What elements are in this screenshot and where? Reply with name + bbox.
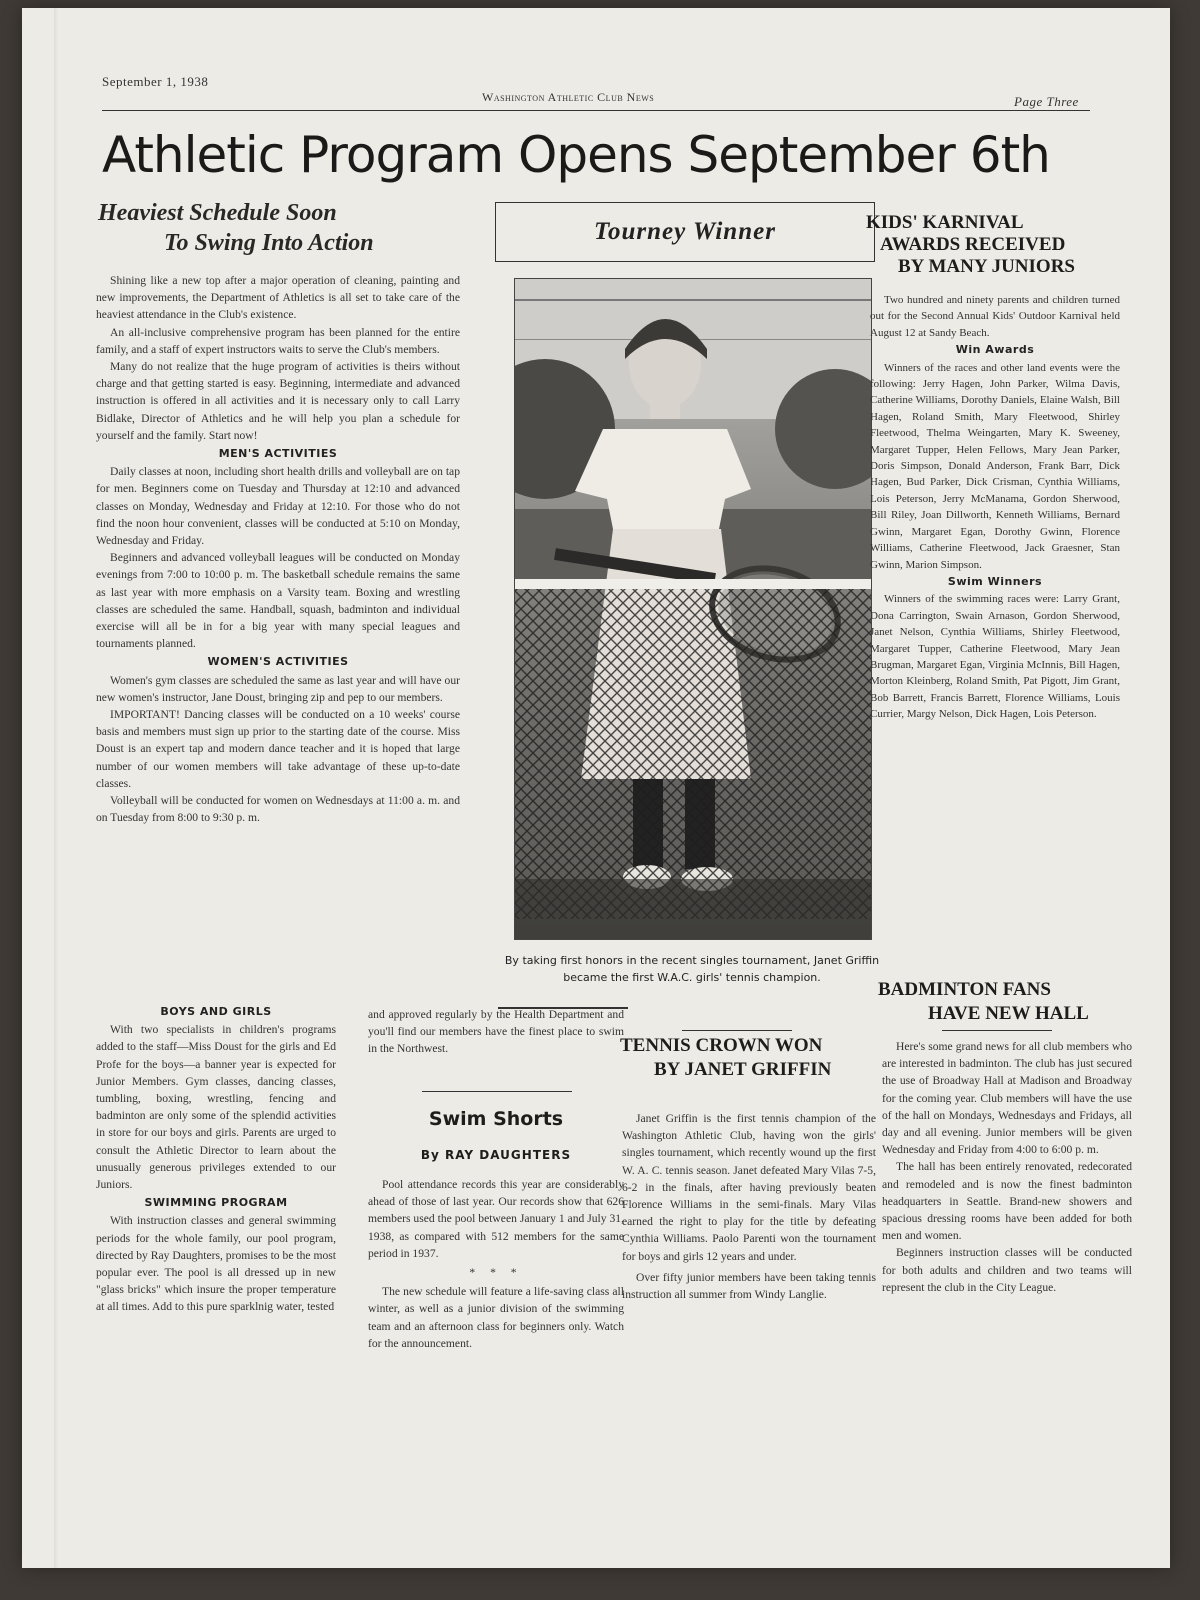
- karnival-headline-line1: KIDS' KARNIVAL: [866, 212, 1024, 233]
- tennis-top-rule: [682, 1030, 792, 1031]
- left-lower-column: [96, 1002, 336, 1316]
- swim-shorts-top-rule: [422, 1091, 572, 1092]
- left-subhead-line2: To Swing Into Action: [164, 230, 374, 256]
- pool-continuation: [368, 1006, 624, 1058]
- swim-shorts-body: [368, 1176, 624, 1352]
- pool-continuation-para: and approved regularly by the Health Department and you'll find our members have the finest place to swim in the Northwest.: [368, 1008, 624, 1056]
- mens-para-2: Beginners and advanced volleyball leagues will be conducted on Monday evenings from 7:00 to 10:00 p. m. The basketball schedule remains the same as last year with more emphasis on a Varsity team. Boxing and wrestling classes are scheduled the same. Handball, squash, badminton and individual exercise will all be in for a big year with many special leagues and tournaments planned.: [96, 551, 460, 651]
- tennis-player-photo: [514, 278, 872, 940]
- swimming-program-para: With instruction classes and general swimming periods for the whole family, our pool program, directed by Ray Daughters, promises to be the most popular ever. The pool is all dressed up in new "glass bricks" which insure the proper temperature at all times. Add to this pure sparklnig water, tested: [96, 1214, 336, 1314]
- tennis-headline-line1: TENNIS CROWN WON: [620, 1035, 823, 1056]
- newspaper-page: [22, 8, 1170, 1568]
- main-headline: Athletic Program Opens September 6th: [102, 126, 1050, 184]
- badminton-para-3: Beginners instruction classes will be conducted for both adults and children and two teams will represent the club in the City League.: [882, 1246, 1132, 1294]
- swim-shorts-byline: By RAY DAUGHTERS: [420, 1148, 572, 1162]
- left-article-body: [96, 272, 460, 827]
- badminton-rule: [942, 1030, 1052, 1031]
- left-para-3: Many do not realize that the huge program of activities is theirs without charge and that getting started is easy. Beginning, intermediate and advanced instruction is offered in all activities and it is necessary only to call Larry Bidlake, Director of Athletics and he will help you plan a schedule for yourself and the family. Start now!: [96, 360, 460, 442]
- masthead-date: September 1, 1938: [102, 74, 209, 89]
- badminton-para-2: The hall has been entirely renovated, redecorated and remodeled and is now the finest badminton headquarters in Seattle. Brand-new showers and spacious dressing rooms have been added for both men and women.: [882, 1160, 1132, 1243]
- womens-para-2: IMPORTANT! Dancing classes will be conducted on a 10 weeks' course basis and members must sign up prior to the starting date of the course. Miss Doust is an expert tap and modern dance teacher and it is hoped that large number of our women members will take advantage of these up-to-date classes.: [96, 708, 460, 790]
- boys-girls-heading: BOYS AND GIRLS: [160, 1005, 272, 1018]
- win-awards-list: Winners of the races and other land events were the following: Jerry Hagen, John Parker, Wilma Davis, Catherine Williams, Dorothy Daniels, Elaine Walsh, Bill Hagen, Roland Smith, Mary Fleetwood, Shirley Fleetwood, Thelma Weingarten, Mary K. Sweeney, Margaret Tupper, Helen Fellows, Mary Jean Parker, Doris Simpson, Donald Anderson, Frank Barr, Dick Hagen, Bud Parker, Dick Crisman, Cynthia Williams, Lois Peterson, Jerry McManama, Gordon Sherwood, Bill Riley, Joan Dillworth, Kenneth Williams, Bernard Gwinn, Margaret Egan, Dorothy Gwinn, Florence Williams, Catherine Fleetwood, Jack Graesner, Stan Gwinn, Marion Simpson.: [870, 361, 1120, 571]
- karnival-headline-line2: AWARDS RECEIVED: [880, 234, 1066, 255]
- win-awards-heading: Win Awards: [955, 343, 1035, 357]
- swim-winners-list: Winners of the swimming races were: Larry Grant, Dona Carrington, Swain Arnason, Gordon Sherwood, Janet Nelson, Cynthia Williams, Shirley Fleetwood, Margaret Tupper, Catherine Fleetwood, Mary Jean Brugman, Margaret Egan, Virginia McInnis, Bill Hagen, Morton Kleinberg, Roland Smith, Pat Pigott, Jim Grant, Bob Barrett, Francis Barrett, Florence Williams, Louis Currier, Margy Nelson, Dick Hagen, Lois Peterson.: [870, 593, 1120, 721]
- left-para-1: Shining like a new top after a major operation of cleaning, painting and new improvements, the Department of Athletics is all set to take care of the heaviest attendance in the Club's existence.: [96, 274, 460, 322]
- badminton-article-body: [882, 1038, 1132, 1296]
- swim-shorts-para-2: The new schedule will feature a life-saving class all winter, as well as a junior division of the swimming team and an afternoon class for beginners only. Watch for the announcement.: [368, 1285, 624, 1350]
- badminton-para-1: Here's some grand news for all club members who are interested in badminton. The club has just secured the use of Broadway Hall at Madison and Broadway for the coming year. Club members will have the use of the hall on Mondays, Wednesdays and Fridays, all day and all evening. Junior members will be given Wednesday and Friday from 4:00 to 6:00 p. m.: [882, 1040, 1132, 1157]
- swimming-program-heading: SWIMMING PROGRAM: [144, 1196, 288, 1210]
- page-fold-shadow: [54, 8, 58, 1568]
- womens-activities-heading: WOMEN'S ACTIVITIES: [207, 655, 349, 669]
- masthead-page-number: Page Three: [1014, 94, 1079, 109]
- badminton-headline-line1: BADMINTON FANS: [878, 979, 1051, 1000]
- tennis-para-2: Over fifty junior members have been taking tennis instruction all summer from Windy Langlie.: [622, 1270, 876, 1302]
- swim-winners-heading: Swim Winners: [947, 574, 1043, 588]
- left-para-2: An all-inclusive comprehensive program has been planned for the entire family, and a staff of expert instructors waits to serve the Club's members.: [96, 325, 460, 356]
- left-subhead-line1: Heaviest Schedule Soon: [98, 200, 337, 226]
- mens-activities-heading: MEN'S ACTIVITIES: [218, 447, 338, 461]
- masthead-paper-name: Washington Athletic Club News: [482, 90, 655, 104]
- masthead-rule: [102, 110, 1090, 111]
- swim-shorts-title: Swim Shorts: [428, 1108, 564, 1130]
- mens-para-1: Daily classes at noon, including short health drills and volleyball are on tap for men. Beginners come on Tuesday and Thursday at 12:10 and advanced classes on Monday, Wednesday and Friday at 12:10. For those who do not find the noon hour convenient, classes will be conducted at 5:10 on Monday, Wednesday and Friday.: [96, 465, 460, 548]
- womens-para-3: Volleyball will be conducted for women on Wednesdays at 11:00 a. m. and on Tuesday from 8:00 to 9:30 p. m.: [96, 794, 460, 825]
- karnival-headline-line3: BY MANY JUNIORS: [898, 256, 1075, 277]
- photo-caption: By taking first honors in the recent singles tournament, Janet Griffin became the first W.A.C. girls' tennis champion.: [504, 954, 880, 984]
- tennis-article-body: [622, 1110, 876, 1303]
- tourney-winner-box: Tourney Winner: [495, 202, 875, 262]
- section-break-stars: * * *: [469, 1266, 523, 1280]
- tennis-headline-line2: BY JANET GRIFFIN: [654, 1059, 832, 1080]
- womens-para-1: Women's gym classes are scheduled the same as last year and will have our new women's instructor, Jane Doust, bringing zip and pep to our members.: [96, 673, 460, 704]
- badminton-headline-line2: HAVE NEW HALL: [928, 1003, 1089, 1024]
- boys-girls-para: With two specialists in children's programs added to the staff—Miss Doust for the girls and Ed Profe for the boys—a banner year is expected for Junior Members. Gym classes, dancing classes, tumbling, boxing, wrestling, fencing and badminton are only some of the splendid activities in store for our boys and girls. Parents are urged to consult the Athletic Director to learn about the unusually generous privileges extended to our Juniors.: [96, 1023, 336, 1192]
- swim-shorts-para-1: Pool attendance records this year are considerably ahead of those of last year. Our records show that 626 members used the pool between January 1 and July 31, 1938, as compared with 512 members for the same period in 1937.: [368, 1178, 624, 1260]
- karnival-article-body: [870, 292, 1120, 723]
- tennis-player-illustration: [515, 279, 871, 939]
- karnival-intro: Two hundred and ninety parents and children turned out for the Second Annual Kids' Outdoor Karnival held August 12 at Sandy Beach.: [870, 294, 1120, 339]
- tennis-para-1: Janet Griffin is the first tennis champion of the Washington Athletic Club, having won the girls' singles tournament, which recently wound up the first W. A. C. tennis season. Janet defeated Mary Vilas 7-5, 6-2 in the finals, after having previously beaten Florence Williams in the semi-finals. Mary Vilas earned the right to play for the title by defeating Cynthia Williams. Paolo Parenti won the tournament for boys and girls 12 years and under.: [622, 1112, 876, 1263]
